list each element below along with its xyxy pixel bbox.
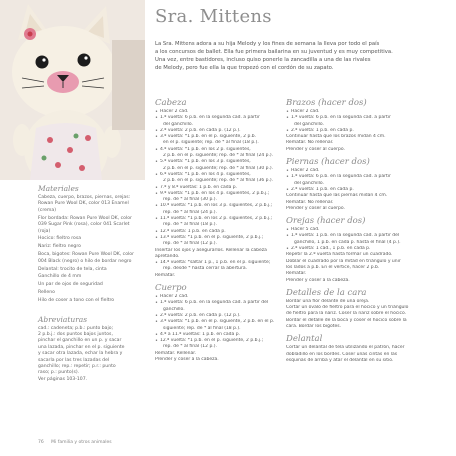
instruction-bullet: • Hacer 2 cad. <box>286 168 446 174</box>
abbreviations-section <box>38 315 141 384</box>
material-item: Boca, bigotes: Rowan Pure Wool DK, color 004 Black (negro) o hilo de bordar negro <box>38 252 134 264</box>
abbreviation-line: y sacar otra lazada, echar la hebra y <box>38 351 123 357</box>
material-item: Flor bordada: Rowan Pure Wool DK, color 039 Sugar Pink (rosa), color 041 Scarlet (roja) <box>38 215 132 234</box>
abbreviation-line: 2 p.b.j.: dos puntos bajos juntos, <box>38 332 113 337</box>
instruction-line: siguiente; rep. de * al final (18 p.). <box>163 325 241 331</box>
instruction-bullet: • 4.ª vuelta: *1 p.b. en los 2 p. siguientes, <box>155 147 278 153</box>
intro-line: a los concursos de ballet. Ella fue primera bailarina en su juventud y es muy competitiva. <box>155 49 393 55</box>
section-heading-delantal: Delantal <box>286 334 323 345</box>
instruction-line: del ganchillo. <box>163 121 193 127</box>
materials-list <box>38 195 141 305</box>
page-number: 76 <box>38 440 44 445</box>
abbreviations-heading: Abreviaturas <box>38 314 88 324</box>
instruction-line: dobladillo en los bordes. Coser unas cintas en las <box>286 351 398 357</box>
instruction-bullet: • 1.ª vuelta: 6 p.b. en la segunda cad. a partir del <box>155 300 278 306</box>
instruction-line: los lados a p.b. En el vértice, hacer 2 p.b. <box>286 264 380 270</box>
instructions-column-1 <box>155 98 278 363</box>
cat-photo <box>0 0 145 180</box>
abbreviation-line: ganchillo; rep.: repetir; p.r.: punto <box>38 364 116 370</box>
abbreviation-line: una lazada, pinchar en el p. siguiente <box>38 344 125 350</box>
section-heading-orejas-hacer-dos: Orejas (hacer dos) <box>286 216 366 227</box>
material-item: Hocico: fieltro rosa <box>38 236 82 242</box>
material-item: Relleno <box>38 290 55 296</box>
instruction-bullet: • 12.ª vuelta: 1 p.b. en cada p. <box>155 229 278 235</box>
instruction-line: Rematar. Rellenar. <box>155 350 197 356</box>
instruction-line: Bordar una flor delante de una oreja. <box>286 298 370 304</box>
instruction-line: rep. de * al final (12 p.). <box>163 241 217 247</box>
instruction-line: del ganchillo. <box>294 180 324 186</box>
instruction-line: rep. de * al final (18 p.). <box>163 222 217 228</box>
instruction-bullet: • 9.ª vuelta: *1 p.b. en los 4 p. siguientes, 2 p.b.j.; <box>155 191 278 197</box>
instruction-line: de fieltro para la nariz. Coser la nariz sobre el hocico. <box>286 311 407 317</box>
section-heading-detalles-de-la-cara: Detalles de la cara <box>286 287 367 298</box>
instruction-line: Insertar los ojos y asegurarlos. Rellenar la cabeza <box>155 247 267 253</box>
material-item: Hilo de coser a tono con el fieltro <box>38 298 115 304</box>
instruction-line: esquinas de arriba y atar el delantal en su sitio. <box>286 357 394 363</box>
instruction-bullet: • 5.ª vuelta: *1 p.b. en los 3 p. siguientes, <box>155 159 278 165</box>
intro-paragraph <box>155 40 445 72</box>
instruction-bullet: • 10.ª vuelta: *1 p.b. en los 3 p. siguientes, 2 p.b.j.; <box>155 203 278 209</box>
instruction-line: 2 p.b. en el p. siguiente; rep. de * al final (30 p.). <box>163 165 274 171</box>
instruction-line: Bordar el detalle de la boca y coser el hocico sobre la <box>286 317 407 323</box>
intro-line: Una vez, entre bastidores, incluso quiso ponerle la zancadilla a una de las rivales <box>155 57 371 63</box>
instruction-line: Prender y coser al cuerpo. <box>286 205 345 211</box>
page-title: Sra. Mittens <box>155 6 272 27</box>
material-item: Nariz: fieltro negro <box>38 244 81 250</box>
instruction-bullet: • 2.ª vuelta: 2 p.b. en cada p. (12 p.). <box>155 313 278 319</box>
instruction-line: Rematar. No rellenar. <box>286 140 334 146</box>
instruction-bullet: • 1.ª vuelta: 6 p.b. en la segunda cad. a partir <box>286 174 446 180</box>
abbreviation-line: Ver páginas 103-107. <box>38 376 88 382</box>
instruction-line: Rematar. <box>286 271 307 277</box>
instruction-bullet: • 14.ª vuelta: *saltar 1 p., 1 p.b. en el p. siguiente; <box>155 260 278 266</box>
instruction-bullet: • 6.ª vuelta: *1 p.b. en los 4 p. siguientes, <box>155 172 278 178</box>
section-heading-brazos-hacer-dos: Brazos (hacer dos) <box>286 98 367 108</box>
section-heading-cuerpo: Cuerpo <box>155 283 187 294</box>
instruction-line: del ganchillo. <box>294 121 324 127</box>
instruction-bullet: • 2.ª vuelta: 1 cad., 1 p.b. en cada p. <box>286 246 446 252</box>
instruction-bullet: • Hacer 2 cad. <box>155 109 278 115</box>
instruction-bullet: • Hacer 5 cad. <box>286 227 446 233</box>
instruction-bullet: • 1.ª vuelta: 1 p.b. en la segunda cad. a partir del <box>286 233 446 239</box>
instruction-bullet: • 1.ª vuelta: 6 p.b. en la segunda cad. a partir <box>155 115 278 121</box>
instruction-line: cara. Bordar los bigotes. <box>286 324 342 330</box>
materials-sidebar <box>38 184 141 383</box>
material-item: Un par de ojos de seguridad <box>38 282 103 288</box>
instruction-line: ganchillo, 1 p.b. en cada p. hasta el final (4 p.). <box>294 239 401 245</box>
instruction-bullet: • 2.ª vuelta: 2 p.b. en cada p. (12 p.). <box>155 128 278 134</box>
instruction-line: rep. desde * hasta cerrar la abertura. <box>163 266 248 272</box>
intro-line: La Sra. Mittens adora a su hija Melody y los fines de semana la lleva por todo el país <box>155 41 380 47</box>
instruction-line: rep. de * al final (30 p.). <box>163 197 217 203</box>
instruction-bullet: • 3.ª vuelta: *1 p.b. en el p. siguiente, 2 p.b. <box>155 134 278 140</box>
instruction-line: Prender y coser al cuerpo. <box>286 146 345 152</box>
instruction-line: 2 p.b. en el p. siguiente; rep. de * al final (36 p.). <box>163 178 274 184</box>
book-section-title: Mi familia y otros animales <box>51 440 112 445</box>
instruction-line: Continuar hasta que las piernas midan 4 cm. <box>286 193 388 199</box>
instructions-column-2 <box>286 98 446 364</box>
instruction-line: apretando. <box>155 253 180 259</box>
page-footer <box>38 440 112 445</box>
material-item: Ganchillo de 4 mm <box>38 274 82 280</box>
instruction-line: Doblar el cuadrado por la mitad en triángulo y unir <box>286 258 401 264</box>
instruction-bullet: • Hacer 2 cad. <box>155 294 278 300</box>
materials-heading: Materiales <box>38 184 79 193</box>
material-item: Delantal: trocito de tela, cinta <box>38 266 107 272</box>
material-item: Cabeza, cuerpo, brazos, piernas, orejas: Rowan Pure Wool DK, color 013 Enamel (crema) <box>38 195 131 213</box>
abbreviation-line: sacarla por las tres lazadas del <box>38 357 110 363</box>
instruction-line: rep. de * al final (12 p.). <box>163 344 217 350</box>
intro-line: de Melody, pero fue ella la que tropezó con el cordón de su zapato. <box>155 65 334 71</box>
instruction-bullet: • 1.ª vuelta: 6 p.b. en la segunda cad. a partir <box>286 115 446 121</box>
instruction-line: Cortar un óvalo de fieltro para el hocico y un triángulo <box>286 305 409 311</box>
instruction-line: en el p. siguiente; rep. de * al final (18 p.). <box>163 140 259 146</box>
section-heading-cabeza: Cabeza <box>155 98 187 108</box>
instruction-line: Rematar. <box>155 272 176 278</box>
abbreviation-line: cad.: cadeneta; p.b.: punto bajo; <box>38 325 114 331</box>
instruction-bullet: • 13.ª vuelta: *1 p.b. en el p. siguiente, 2 p.b.j.; <box>155 235 278 241</box>
instruction-line: Cortar un delantal de tela utilizando el patrón, hacer <box>286 345 405 351</box>
instruction-bullet: • 2.ª vuelta: 1 p.b. en cada p. <box>286 128 446 134</box>
instruction-line: Prender y coser a la cabeza. <box>155 356 219 362</box>
instruction-bullet: • 7.ª y 8.ª vueltas: 1 p.b. en cada p. <box>155 185 278 191</box>
instruction-line: Prender y coser a la cabeza. <box>286 277 350 283</box>
instruction-bullet: • 2.ª vuelta: 1 p.b. en cada p. <box>286 187 446 193</box>
abbreviation-line: raso; p.: punto(s). <box>38 370 80 376</box>
abbreviations-list <box>38 326 141 384</box>
instruction-line: ganchillo. <box>163 306 185 312</box>
instruction-bullet: • 11.ª vuelta: *1 p.b. en los 2 p. siguientes, 2 p.b.j.; <box>155 216 278 222</box>
section-heading-piernas-hacer-dos: Piernas (hacer dos) <box>286 157 370 168</box>
instruction-line: Continuar hasta que los brazos midan 4 cm. <box>286 134 386 140</box>
instruction-line: Rematar. No rellenar. <box>286 199 334 205</box>
instruction-bullet: • 12.ª vuelta: *1 p.b. en el p. siguiente, 2 p.b.j.; <box>155 338 278 344</box>
instruction-line: Repetir la 2.ª vuelta hasta formar un cuadrado. <box>286 252 393 258</box>
instruction-line: rep. de * al final (24 p.). <box>163 209 217 215</box>
abbreviation-line: pinchar el ganchillo en un p. y sacar <box>38 338 122 344</box>
instruction-bullet: • Hacer 2 cad. <box>286 109 446 115</box>
instruction-line: 2 p.b. en el p. siguiente; rep. de * al final (24 p.). <box>163 153 274 159</box>
instruction-bullet: • 3.ª vuelta: *1 p.b. en el p. siguiente, 2 p.b. en el p. <box>155 319 278 325</box>
instruction-bullet: • 4.ª a 11.ª vueltas: 1 p.b. en cada p. <box>155 332 278 338</box>
